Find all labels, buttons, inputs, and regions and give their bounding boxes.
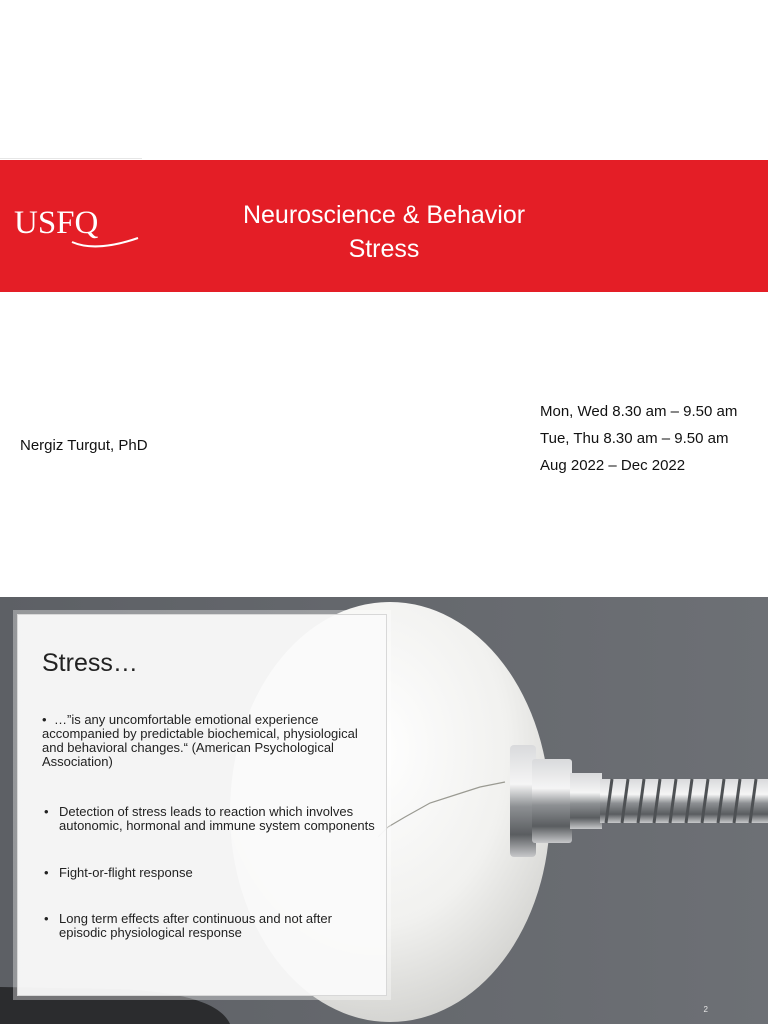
- bullet-icon: •: [42, 712, 47, 727]
- list-item: [42, 912, 378, 940]
- usfq-logo: [14, 198, 136, 248]
- bullet-text: Fight-or-flight response: [59, 865, 193, 880]
- content-slide: [0, 597, 768, 1024]
- bullet-text: Detection of stress leads to reaction which involves autonomic, hormonal and immune system components: [59, 804, 375, 833]
- list-item: [42, 713, 378, 769]
- bullet-icon: •: [44, 804, 49, 819]
- schedule-line: Mon, Wed 8.30 am – 9.50 am: [540, 403, 738, 420]
- content-title: Stress…: [42, 649, 138, 677]
- list-item: [42, 805, 378, 833]
- schedule-line: Aug 2022 – Dec 2022: [540, 457, 686, 474]
- page-number: 2: [703, 1005, 708, 1014]
- content-card: [17, 614, 387, 996]
- bullet-text: Long term effects after continuous and not after episodic physiological response: [59, 911, 332, 940]
- slide-title: [150, 198, 618, 266]
- schedule-line: Tue, Thu 8.30 am – 9.50 am: [540, 430, 729, 447]
- author-name: Nergiz Turgut, PhD: [20, 437, 148, 454]
- bullet-icon: •: [44, 911, 49, 926]
- logo-text: USFQ: [14, 205, 99, 241]
- bullet-text: …”is any uncomfortable emotional experience accompanied by predictable biochemical, physiological and behavioral changes.“ (American Psychological Association): [42, 712, 358, 769]
- bullet-icon: •: [44, 865, 49, 880]
- logo-swash-icon: [70, 228, 140, 248]
- bullet-list: [42, 713, 378, 973]
- list-item: [42, 866, 378, 880]
- divider-line: [0, 158, 142, 159]
- lecture-topic: Stress: [348, 235, 420, 263]
- course-title: Neuroscience & Behavior: [242, 201, 526, 229]
- schedule: [540, 398, 737, 479]
